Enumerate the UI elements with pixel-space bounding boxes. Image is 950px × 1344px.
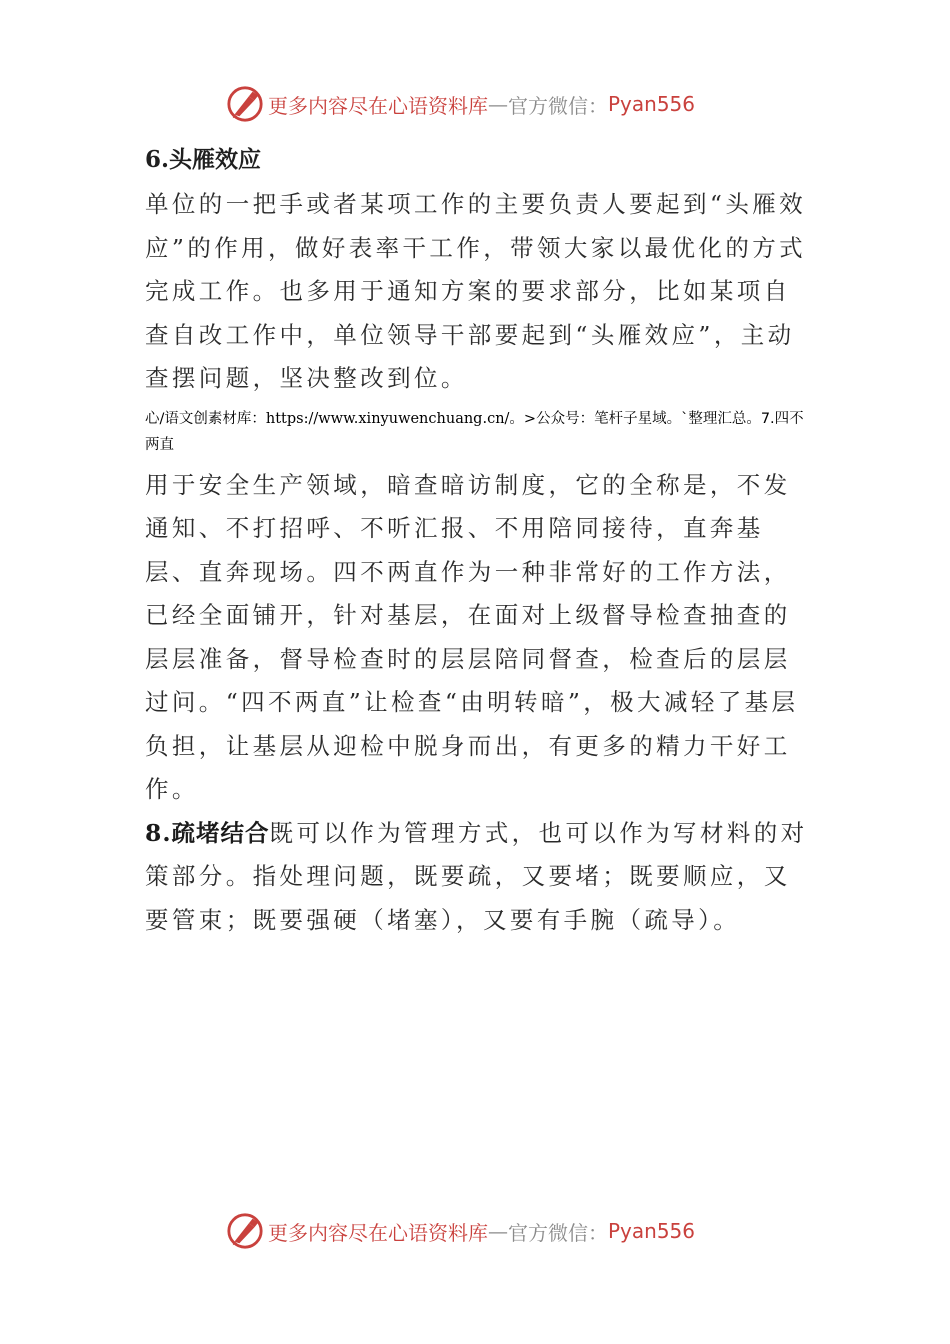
banner-lead-text: 更多内容尽在心语资料库 — [268, 93, 488, 118]
section-7-body: 用于安全生产领域，暗查暗访制度，它的全称是，不发通知、不打招呼、不听汇报、不用陪同接待，直奔基层、直奔现场。四不两直作为一种非常好的工作方法，已经全面铺开，针对基层，在面对上级督导检查抽查的层层准备，督导检查时的层层陪同督查，检查后的层层过问。“四不两直”让检查“由明转暗”，极大减轻了基层负担，让基层从迎检中脱身而出，有更多的精力干好工作。 — [145, 470, 799, 803]
pen-nib-logo-icon — [226, 85, 264, 123]
document-body — [145, 137, 810, 942]
header-banner — [226, 84, 695, 124]
banner-wechat-id: Pyan556 — [608, 1219, 696, 1243]
source-note — [145, 406, 810, 458]
source-note-prefix: 心/语文创素材库： — [145, 410, 266, 427]
banner-dash: — — [488, 92, 508, 116]
section-8-body: 既可以作为管理方式，也可以作为写材料的对策部分。指处理问题，既要疏，又要堵；既要顺应，又要管束；既要强硬（堵塞），又要有手腕（疏导）。 — [145, 818, 808, 934]
banner-dash: — — [488, 1219, 508, 1243]
banner-lead-text: 更多内容尽在心语资料库 — [268, 1220, 488, 1245]
banner-wechat-label: 官方微信： — [508, 93, 608, 118]
banner-wechat-id: Pyan556 — [608, 92, 696, 116]
banner-wechat-label: 官方微信： — [508, 1220, 608, 1245]
section-8-paragraph — [145, 812, 810, 943]
section-6-title: 6.头雁效应 — [145, 146, 262, 173]
source-note-suffix: 。>公众号：笔杆子星域。`整理汇总。7.四不两直 — [145, 410, 804, 453]
source-note-url: https://www.xinyuwenchuang.cn/ — [265, 410, 510, 427]
section-6-body: 单位的一把手或者某项工作的主要负责人要起到“头雁效应”的作用，做好表率干工作，带领大家以最优化的方式完成工作。也多用于通知方案的要求部分，比如某项自查自改工作中，单位领导干部要起到“头雁效应”，主动查摆问题，坚决整改到位。 — [145, 190, 807, 392]
pen-nib-logo-icon — [226, 1212, 264, 1250]
footer-banner — [226, 1211, 695, 1251]
section-8-title: 8.疏堵结合 — [145, 818, 270, 847]
